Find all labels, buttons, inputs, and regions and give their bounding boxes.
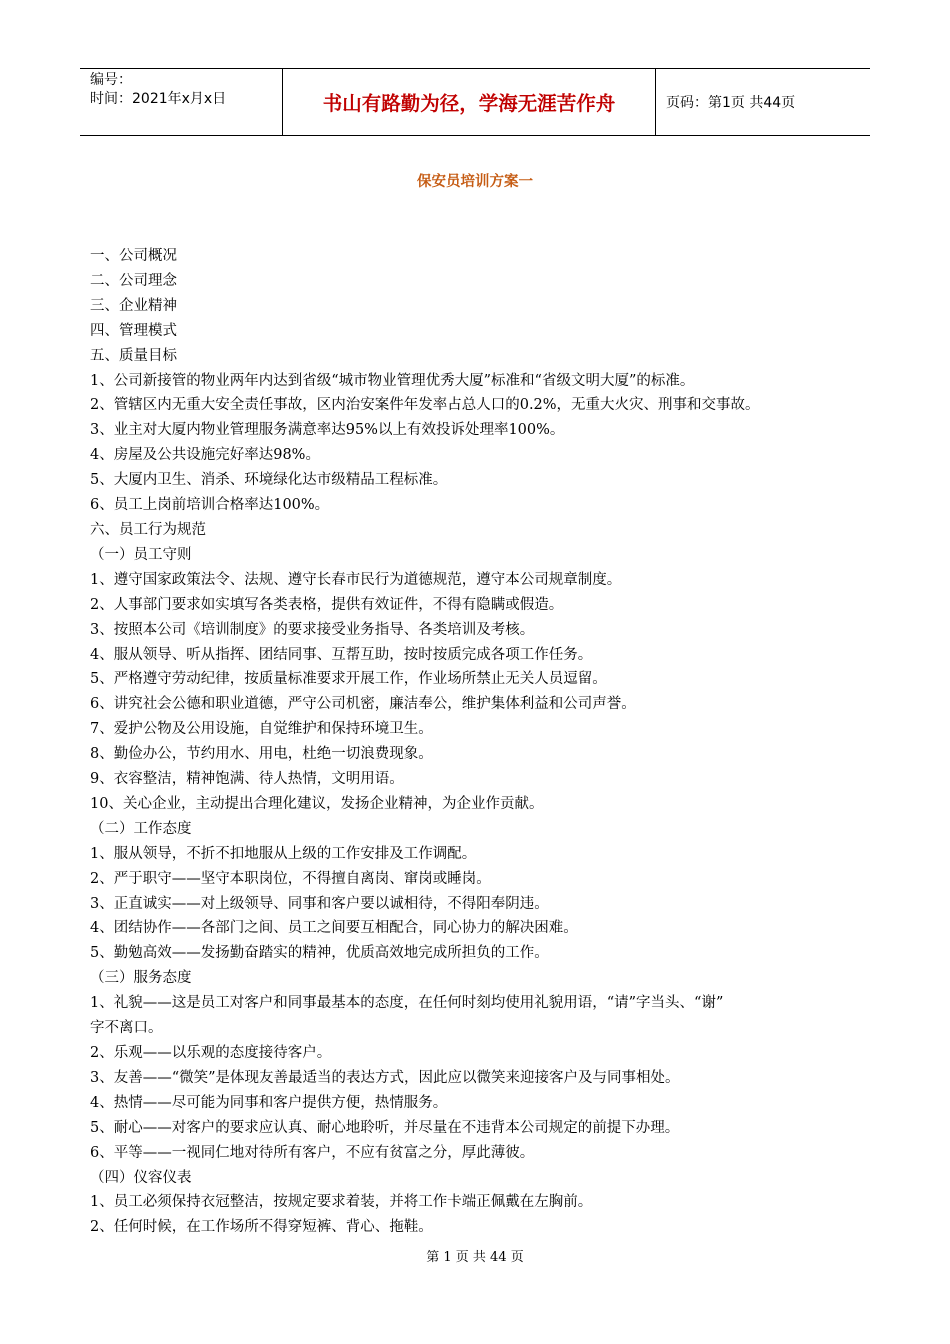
body-line: 六、员工行为规范	[90, 521, 206, 538]
body-line: （一）员工守则	[90, 546, 192, 563]
body-line: 5、勤勉高效——发扬勤奋踏实的精神，优质高效地完成所担负的工作。	[90, 945, 549, 962]
header-meta	[80, 69, 282, 135]
body-line: （四）仪容仪表	[90, 1169, 192, 1186]
body-line: 7、爱护公物及公用设施，自觉维护和保持环境卫生。	[90, 721, 433, 738]
header-motto: 书山有路勤为径，学海无涯苦作舟	[282, 69, 656, 135]
body-line: 6、讲究社会公德和职业道德，严守公司机密，廉洁奉公，维护集体利益和公司声誉。	[90, 696, 636, 713]
page-footer: 第 1 页 共 44 页	[426, 1250, 524, 1265]
body-line: 字不离口。	[90, 1020, 163, 1037]
body-line: 4、热情——尽可能为同事和客户提供方便，热情服务。	[90, 1094, 448, 1111]
body-line: 5、严格遵守劳动纪律，按质量标准要求开展工作，作业场所禁止无关人员逗留。	[90, 671, 607, 688]
body-line: （二）工作态度	[90, 820, 192, 837]
body-line: 1、礼貌——这是员工对客户和同事最基本的态度，在任何时刻均使用礼貌用语，“请”字当头、“谢”	[90, 995, 724, 1012]
body-line: 2、严于职守——坚守本职岗位，不得擅自离岗、窜岗或睡岗。	[90, 870, 491, 887]
body-line: 二、公司理念	[90, 272, 177, 289]
body-line: 四、管理模式	[90, 322, 177, 339]
document-date: 时间：2021年x月x日	[90, 91, 227, 107]
body-line: 2、人事部门要求如实填写各类表格，提供有效证件，不得有隐瞒或假造。	[90, 596, 564, 613]
body-line: 6、员工上岗前培训合格率达100%。	[90, 497, 330, 514]
body-line: 5、耐心——对客户的要求应认真、耐心地聆听，并尽量在不违背本公司规定的前提下办理。	[90, 1119, 680, 1136]
body-line: 4、服从领导、听从指挥、团结同事、互帮互助，按时按质完成各项工作任务。	[90, 646, 593, 663]
document-title: 保安员培训方案一	[417, 174, 533, 190]
body-line: 1、遵守国家政策法令、法规、遵守长春市民行为道德规范，遵守本公司规章制度。	[90, 571, 622, 588]
body-line: 6、平等——一视同仁地对待所有客户，不应有贫富之分，厚此薄彼。	[90, 1144, 535, 1161]
body-line: 一、公司概况	[90, 248, 177, 264]
body-line: 1、服从领导，不折不扣地服从上级的工作安排及工作调配。	[90, 845, 477, 862]
document-number-label: 编号：	[90, 72, 132, 88]
body-line: 三、企业精神	[90, 297, 177, 314]
body-line: 1、公司新接管的物业两年内达到省级“城市物业管理优秀大厦”标准和“省级文明大厦”的标准。	[90, 372, 695, 389]
body-line: 5、大厦内卫生、消杀、环境绿化达市级精品工程标准。	[90, 472, 448, 489]
body-line: 2、乐观——以乐观的态度接待客户。	[90, 1045, 332, 1061]
body-line: （三）服务态度	[90, 970, 192, 987]
body-line: 五、质量目标	[90, 347, 177, 364]
body-line: 3、正直诚实——对上级领导、同事和客户要以诚相待，不得阳奉阴违。	[90, 895, 549, 912]
body-line: 4、团结协作——各部门之间、员工之间要互相配合，同心协力的解决困难。	[90, 920, 578, 937]
header-page-info: 页码：第1页 共44页	[666, 95, 796, 111]
body-line: 3、按照本公司《培训制度》的要求接受业务指导、各类培训及考核。	[90, 621, 535, 638]
body-line: 1、员工必须保持衣冠整洁，按规定要求着装，并将工作卡端正佩戴在左胸前。	[90, 1194, 593, 1211]
page-header	[80, 68, 870, 136]
body-line: 9、衣容整洁，精神饱满、待人热情，文明用语。	[90, 771, 404, 788]
body-line: 2、管辖区内无重大安全责任事故，区内治安案件年发率占总人口的0.2%，无重大火灾、刑事和交事故。	[90, 397, 760, 414]
document-body	[90, 244, 860, 1240]
body-line: 4、房屋及公共设施完好率达98%。	[90, 447, 320, 464]
body-line: 2、任何时候，在工作场所不得穿短裤、背心、拖鞋。	[90, 1219, 433, 1236]
body-line: 10、关心企业，主动提出合理化建议，发扬企业精神，为企业作贡献。	[90, 795, 544, 812]
body-line: 3、友善——“微笑”是体现友善最适当的表达方式，因此应以微笑来迎接客户及与同事相处。	[90, 1069, 680, 1086]
body-line: 8、勤俭办公，节约用水、用电，杜绝一切浪费现象。	[90, 746, 433, 763]
body-line: 3、业主对大厦内物业管理服务满意率达95%以上有效投诉处理率100%。	[90, 422, 565, 439]
